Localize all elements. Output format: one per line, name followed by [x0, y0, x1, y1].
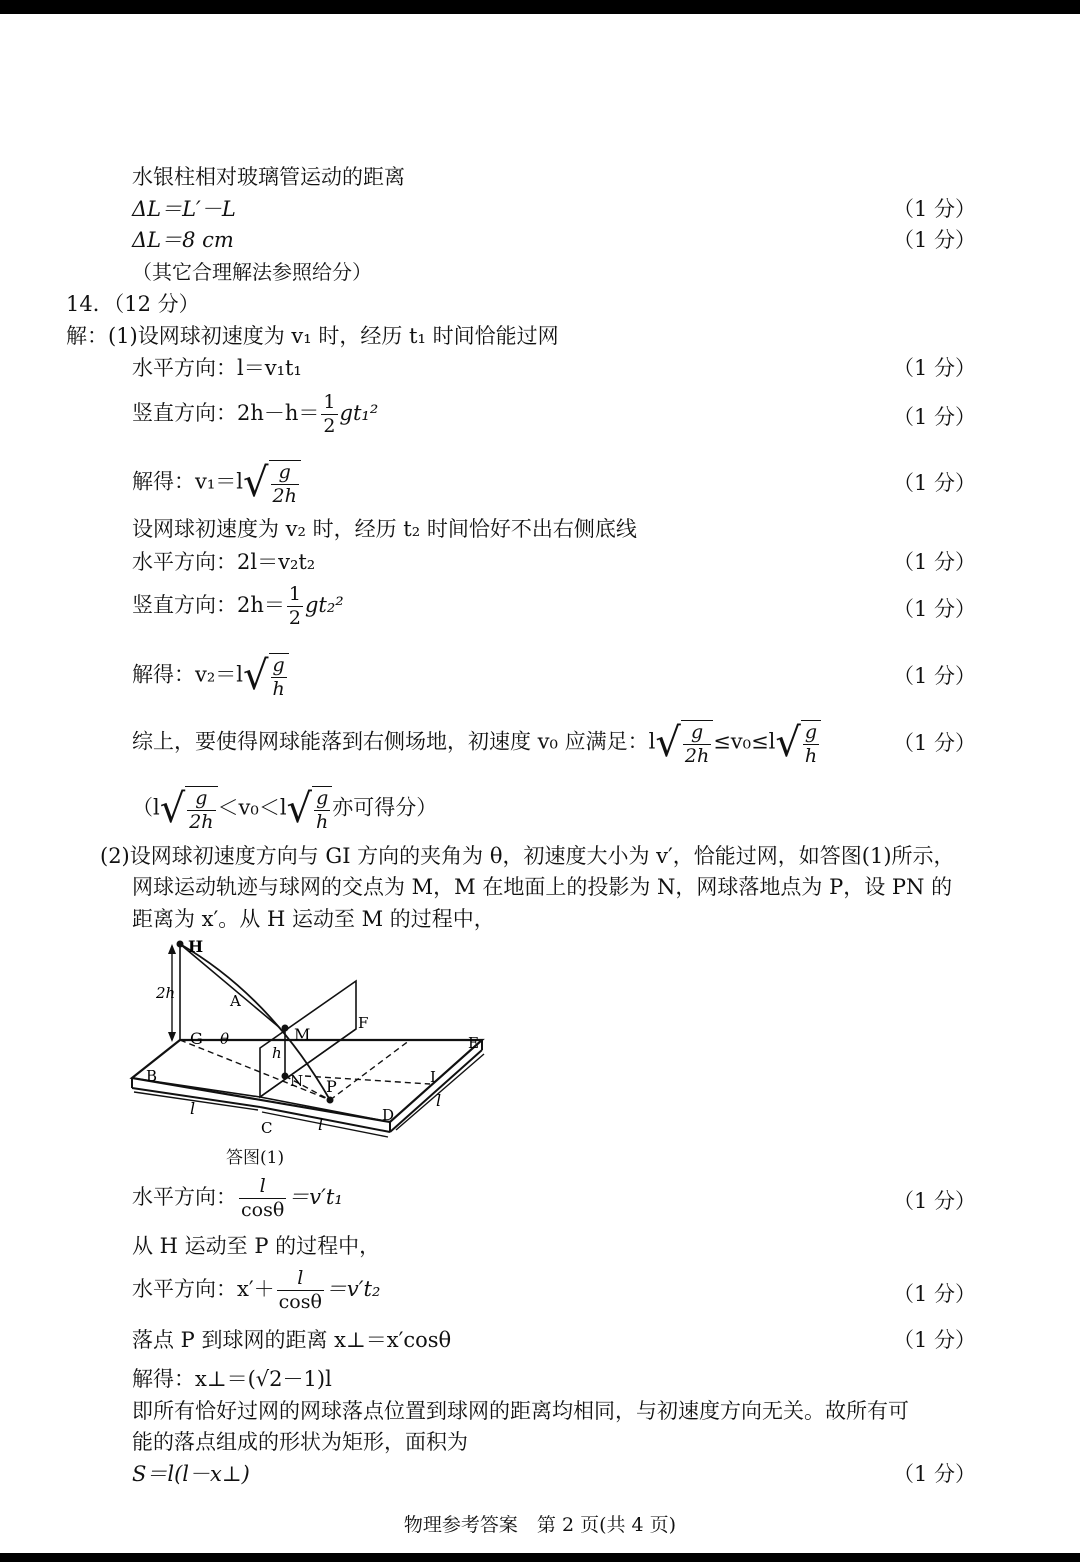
figure-diagram — [120, 936, 500, 1146]
score-label: （1 分） — [893, 1328, 977, 1352]
equation-text: 解得：v₂＝l — [132, 662, 243, 687]
label-l: l — [436, 1091, 442, 1110]
equation-text: 解得：v₁＝l — [132, 469, 243, 494]
text-line: 网球运动轨迹与球网的交点为 M，M 在地面上的投影为 N，网球落地点为 P，设 PN 的 — [132, 875, 953, 899]
score-label: （1 分） — [893, 550, 977, 574]
score-label: （1 分） — [893, 356, 977, 380]
score-label: （1 分） — [893, 664, 977, 688]
fraction: $\frac{1}{2}$ — [323, 391, 336, 437]
equation-line — [132, 393, 378, 436]
point-H — [177, 941, 184, 948]
arrow-head — [168, 944, 176, 954]
point-P — [327, 1097, 334, 1104]
sqrt: √ $\frac{g}{2h}$ — [243, 460, 301, 506]
equation-line: 水平方向：l＝v₁t₁ — [132, 356, 302, 380]
equation-line — [132, 1177, 343, 1220]
equation-line — [132, 653, 289, 699]
label-2h: 2h — [156, 984, 176, 1002]
label-A: A — [230, 992, 241, 1010]
dashed-line — [305, 1076, 430, 1084]
equation-line: ΔL＝8 cm — [132, 228, 234, 252]
sqrt: √ $\frac{g}{h}$ — [287, 786, 333, 832]
dimension-l — [262, 1112, 388, 1137]
equation-text: gt₂² — [304, 593, 344, 617]
note-line: （其它合理解法参照给分） — [132, 260, 372, 284]
equation-line — [132, 460, 301, 506]
text-line: 设网球初速度为 v₂ 时，经历 t₂ 时间恰好不出右侧底线 — [132, 517, 637, 541]
figure-caption: 答图(1) — [226, 1148, 285, 1168]
equation-text: gt₁² — [339, 401, 379, 425]
label-P: P — [326, 1077, 337, 1096]
text-line: 从 H 运动至 P 的过程中， — [132, 1234, 381, 1258]
score-label: （1 分） — [893, 228, 977, 252]
equation-line — [132, 786, 437, 832]
score-label: （1 分） — [893, 597, 977, 621]
fraction: $\frac{l}{\cos\theta}$ — [241, 1175, 285, 1221]
equation-text: ≤v₀≤l — [713, 729, 776, 754]
score-label: （1 分） — [893, 471, 977, 495]
equation-text: 亦可得分） — [332, 795, 438, 820]
equation-line: 水平方向：2l＝v₂t₂ — [132, 550, 316, 574]
score-label: （1 分） — [893, 731, 977, 755]
equation-line: ΔL＝L′－L — [132, 197, 236, 221]
fraction: $\frac{l}{\cos\theta}$ — [278, 1267, 322, 1313]
label-h: h — [272, 1044, 282, 1062]
equation-line: 解得：x⊥＝(√2－1)l — [132, 1367, 332, 1391]
equation-text: 水平方向：x′＋ — [132, 1277, 275, 1301]
label-M: M — [294, 1025, 311, 1044]
equation-text: （l — [132, 795, 160, 820]
equation-text: ＝v′t₁ — [288, 1185, 343, 1209]
text-line: 能的落点组成的形状为矩形，面积为 — [132, 1430, 468, 1454]
label-theta: θ — [220, 1030, 230, 1048]
point-N — [282, 1073, 289, 1080]
fraction: $\frac{1}{2}$ — [288, 583, 301, 629]
label-G: G — [190, 1029, 203, 1048]
equation-line — [132, 720, 821, 766]
aux-line — [180, 944, 280, 1028]
label-I: I — [430, 1068, 436, 1086]
label-N: N — [290, 1072, 304, 1090]
text-line: (2)设网球初速度方向与 GI 方向的夹角为 θ，初速度大小为 v′，恰能过网，如答图(1)所示， — [100, 844, 955, 868]
top-border — [0, 0, 1080, 14]
label-l: l — [318, 1115, 324, 1134]
dashed-line — [330, 1040, 410, 1100]
equation-text: 水平方向： — [132, 1185, 237, 1209]
sqrt: √ $\frac{g}{h}$ — [775, 720, 821, 766]
text-line: 水银柱相对玻璃管运动的距离 — [132, 165, 405, 189]
text-line: 解：(1)设网球初速度为 v₁ 时，经历 t₁ 时间恰能过网 — [66, 324, 559, 348]
sqrt: √ $\frac{g}{2h}$ — [160, 786, 218, 832]
sqrt: √ $\frac{g}{2h}$ — [655, 720, 713, 766]
question-number: 14．（12 分） — [66, 292, 200, 316]
label-H: H — [188, 937, 204, 956]
equation-line — [132, 585, 344, 628]
equation-text: 竖直方向：2h＝ — [132, 593, 285, 617]
label-C: C — [261, 1119, 273, 1137]
arrow-head — [168, 1032, 176, 1042]
equation-text: ＝v′t₂ — [325, 1277, 381, 1301]
court-line — [260, 1097, 390, 1122]
score-label: （1 分） — [893, 1189, 977, 1213]
label-D: D — [382, 1106, 395, 1124]
text-line: 即所有恰好过网的网球落点位置到球网的距离均相同，与初速度方向无关。故所有可 — [132, 1399, 909, 1423]
sqrt: √ $\frac{g}{h}$ — [243, 653, 289, 699]
score-label: （1 分） — [893, 405, 977, 429]
equation-text: 综上，要使得网球能落到右侧场地，初速度 v₀ 应满足：l — [132, 729, 656, 754]
page-footer: 物理参考答案 第 2 页(共 4 页) — [403, 1514, 677, 1536]
equation-line: S＝l(l－x⊥) — [132, 1462, 250, 1486]
score-label: （1 分） — [893, 197, 977, 221]
score-label: （1 分） — [893, 1462, 977, 1486]
label-B: B — [146, 1067, 158, 1085]
equation-line — [132, 1269, 380, 1312]
score-label: （1 分） — [893, 1282, 977, 1306]
equation-text: ＜v₀＜l — [217, 795, 287, 820]
equation-text: 竖直方向：2h－h＝ — [132, 401, 320, 425]
label-E: E — [468, 1034, 479, 1052]
label-F: F — [358, 1014, 369, 1032]
text-line: 距离为 x′。从 H 运动至 M 的过程中， — [132, 907, 495, 931]
equation-line: 落点 P 到球网的距离 x⊥＝x′cosθ — [132, 1328, 452, 1352]
label-l: l — [190, 1099, 196, 1118]
point-M — [282, 1025, 289, 1032]
bottom-border — [0, 1553, 1080, 1562]
